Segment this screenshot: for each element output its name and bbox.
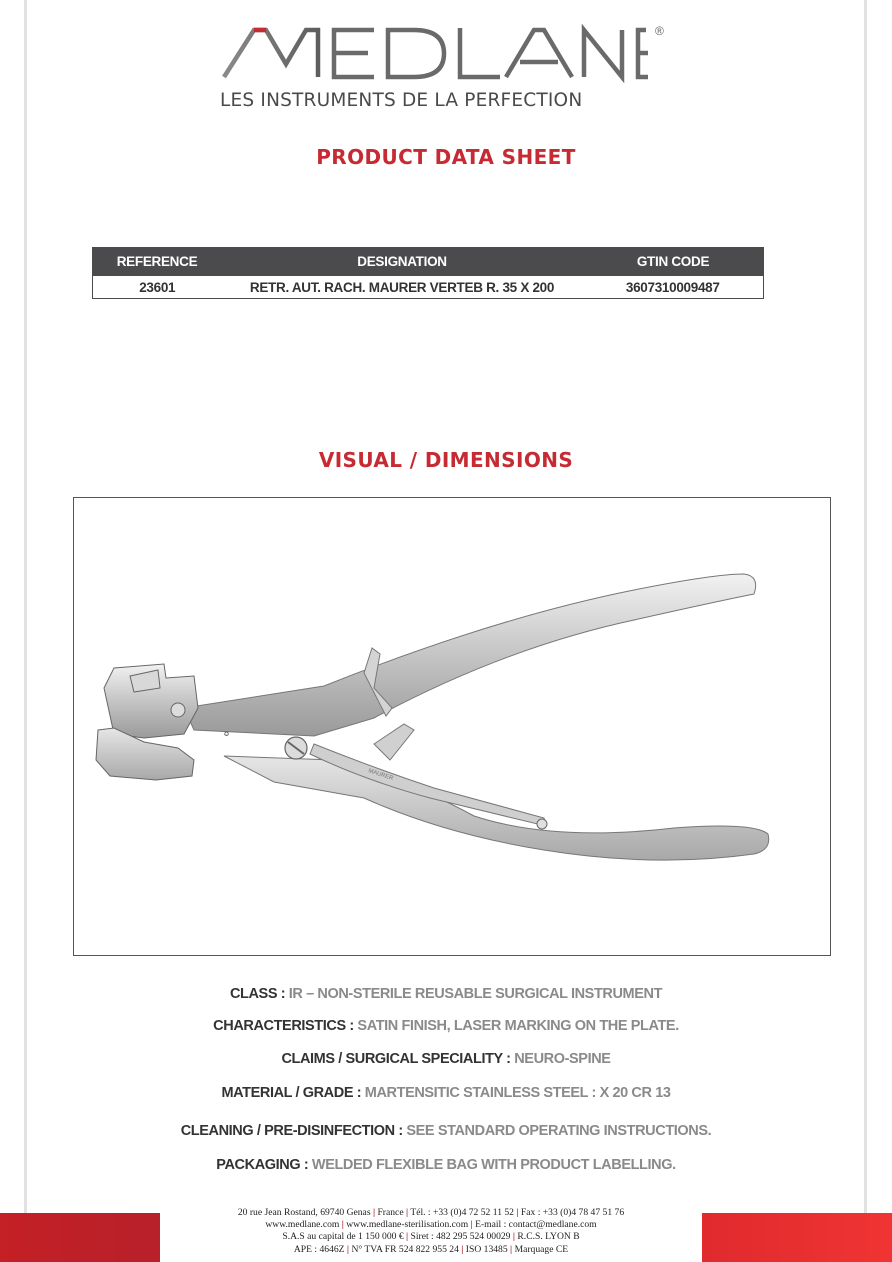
- footer-rcs: R.C.S. LYON B: [515, 1231, 580, 1243]
- spec-claims: [0, 1051, 892, 1067]
- footer-address-line: [160, 1207, 702, 1219]
- footer-sterilisation-link[interactable]: www.medlane-sterilisation.com: [343, 1219, 471, 1231]
- footer-siret: Siret : 482 295 524 00029: [408, 1231, 513, 1243]
- spec-label: CLAIMS / SURGICAL SPECIALITY :: [281, 1051, 511, 1067]
- product-reference-table: [92, 247, 764, 299]
- spec-label: CLASS :: [229, 986, 286, 1002]
- medlane-logo-wordmark: [218, 22, 678, 92]
- footer-red-band-right: [702, 1213, 892, 1262]
- footer-separator: |: [406, 1231, 409, 1243]
- footer-web-line: [160, 1219, 702, 1231]
- column-header-reference: REFERENCE: [93, 248, 222, 276]
- gtin-cell: 3607310009487: [583, 276, 764, 299]
- designation-cell: RETR. AUT. RACH. MAURER VERTEB R. 35 X 200: [222, 276, 583, 299]
- footer-ce-mark: Marquage CE: [512, 1243, 569, 1255]
- product-data-sheet-title: PRODUCT DATA SHEET: [316, 145, 576, 169]
- svg-text:MAURER: MAURER: [367, 768, 394, 782]
- spec-value: NEURO-SPINE: [510, 1051, 611, 1067]
- spec-value: WELDED FLEXIBLE BAG WITH PRODUCT LABELLING.: [308, 1157, 676, 1173]
- product-image-frame: [73, 497, 831, 956]
- footer-fax: Fax : +33 (0)4 78 47 51 76: [518, 1207, 625, 1218]
- spec-label: PACKAGING :: [216, 1157, 309, 1173]
- table-header-row: [93, 248, 764, 276]
- footer-website-link[interactable]: www.medlane.com: [265, 1219, 342, 1231]
- footer-separator: |: [346, 1243, 350, 1255]
- footer-separator: |: [470, 1219, 473, 1231]
- footer-separator: |: [510, 1243, 513, 1255]
- spec-cleaning: [0, 1123, 892, 1139]
- footer-registration-line: [160, 1244, 702, 1256]
- footer-separator: |: [405, 1207, 409, 1218]
- table-row: [93, 276, 764, 299]
- spec-class: [0, 986, 892, 1002]
- footer-red-band-left: [0, 1213, 160, 1262]
- spec-value: SEE STANDARD OPERATING INSTRUCTIONS.: [402, 1123, 712, 1139]
- footer-separator: |: [341, 1219, 344, 1231]
- footer-email-link[interactable]: E-mail : contact@medlane.com: [472, 1219, 597, 1231]
- footer-separator: |: [516, 1207, 519, 1218]
- spec-packaging: [0, 1157, 892, 1173]
- spec-value: MARTENSITIC STAINLESS STEEL : X 20 CR 13: [361, 1085, 671, 1101]
- visual-dimensions-title: VISUAL / DIMENSIONS: [318, 448, 574, 472]
- spec-material: [0, 1085, 892, 1101]
- footer-legal-line: [160, 1231, 702, 1243]
- footer-country: France: [375, 1207, 406, 1218]
- spec-value: IR – NON-STERILE REUSABLE SURGICAL INSTRUMENT: [285, 986, 663, 1002]
- surgical-retractor-image: [74, 498, 830, 955]
- svg-text:✪: ✪: [224, 732, 230, 738]
- footer-capital: S.A.S au capital de 1 150 000 €: [282, 1231, 407, 1243]
- brand-tagline: LES INSTRUMENTS DE LA PERFECTION: [220, 90, 583, 111]
- footer-address: 20 rue Jean Rostand, 69740 Genas: [237, 1207, 373, 1218]
- footer-separator: |: [512, 1231, 515, 1243]
- footer-vat: N° TVA FR 524 822 955 24: [349, 1243, 462, 1255]
- spec-value: SATIN FINISH, LASER MARKING ON THE PLATE.: [353, 1018, 679, 1034]
- footer-phone: Tél. : +33 (0)4 72 52 11 52: [408, 1207, 517, 1218]
- footer-iso: ISO 13485: [463, 1243, 511, 1255]
- spec-characteristics: [0, 1018, 892, 1034]
- reference-cell: 23601: [93, 276, 222, 299]
- registered-mark: ®: [655, 24, 664, 38]
- spec-label: CHARACTERISTICS :: [213, 1018, 354, 1034]
- column-header-designation: DESIGNATION: [222, 248, 583, 276]
- spec-label: MATERIAL / GRADE :: [221, 1085, 362, 1101]
- spec-label: CLEANING / PRE-DISINFECTION :: [180, 1123, 403, 1139]
- company-footer: [160, 1207, 702, 1256]
- column-header-gtin: GTIN CODE: [583, 248, 764, 276]
- footer-separator: |: [461, 1243, 464, 1255]
- footer-separator: |: [372, 1207, 376, 1218]
- footer-ape: APE : 4646Z: [293, 1243, 347, 1255]
